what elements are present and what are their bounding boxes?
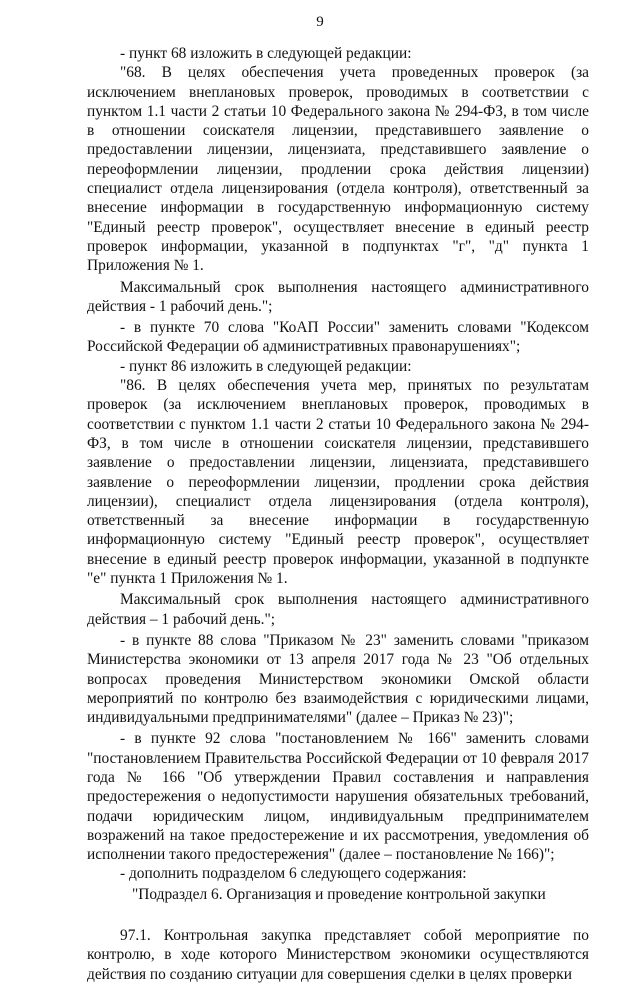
instruction-paragraph: - пункт 68 изложить в следующей редакции: — [120, 45, 412, 62]
subsection-heading: "Подраздел 6. Организация и проведение контрольной закупки — [132, 885, 546, 903]
instruction-paragraph: - в пункте 88 слова "Приказом № 23" заменить словами "приказом Министерства экономики от 13 апреля 2017 года № 23 "Об отдельных вопросах проведения Министерством экономики Омской области мероприятий по контролю без взаимодействия с юридическими лицами, индивидуальными предпринимателями" (далее – Приказ № 23)"; — [87, 631, 589, 727]
instruction-paragraph: - дополнить подразделом 6 следующего содержания: — [120, 865, 467, 883]
body-paragraph: "68. В целях обеспечения учета проведенных проверок (за исключением внеплановых проверок, проводимых в соответствии с пунктом 1.1 части 2 статьи 10 Федерального закона № 294-ФЗ, в том числе в отношении соискателя лицензии, представившего заявление о предоставлении лицензии, лицензиата, представившего заявление о переоформлении лицензии, продлении срока действия лицензии) специалист отдела лицензирования (отдела контроля), ответственный за внесение информации в государственную информационную систему "Единый реестр проверок", осуществляет внесение в единый реестр проверок информации, указанной в подпунктах "г", "д" пункта 1 Приложения № 1. — [87, 64, 589, 275]
instruction-paragraph: - в пункте 92 слова "постановлением № 166" заменить словами "постановлением Правительства Российской Федерации от 10 февраля 2017 года № 166 "Об утверждении Правил составления и направления предостережения о недопустимости нарушения обязательных требований, подачи юридическим лицом, индивидуальным предпринимателем возражений на такое предостережение и их рассмотрения, уведомления об исполнении такого предостережения" (далее – постановление № 166)"; — [87, 730, 589, 864]
body-paragraph: Максимальный срок выполнения настоящего административного действия – 1 рабочий день."; — [87, 591, 589, 628]
body-paragraph: "86. В целях обеспечения учета мер, принятых по результатам проверок (за исключением внеплановых проверок, проводимых в соответствии с пунктом 1.1 части 2 статьи 10 Федерального закона № 294-ФЗ, в том числе в отношении соискателя лицензии, представившего заявление о предоставлении лицензии, лицензиата, представившего заявление о переоформлении лицензии, продлении срока действия лицензии), специалист отдела лицензирования (отдела контроля), ответственный за внесение информации в государственную информационную систему "Единый реестр проверок", осуществляет внесение в единый реестр проверок информации, указанной в подпункте "е" пункта 1 Приложения № 1. — [87, 377, 589, 588]
document-body — [87, 44, 589, 984]
instruction-paragraph: - в пункте 70 слова "КоАП России" заменить словами "Кодексом Российской Федерации об административных правонарушениях"; — [87, 319, 589, 356]
page-number: 9 — [316, 14, 324, 30]
body-paragraph: 97.1. Контрольная закупка представляет собой мероприятие по контролю, в ходе которого Министерством экономики осуществляются действия по созданию ситуации для совершения сделки в целях проверки — [87, 927, 589, 983]
instruction-paragraph: - пункт 86 изложить в следующей редакции: — [120, 357, 412, 375]
body-paragraph: Максимальный срок выполнения настоящего административного действия - 1 рабочий день."; — [87, 278, 589, 315]
